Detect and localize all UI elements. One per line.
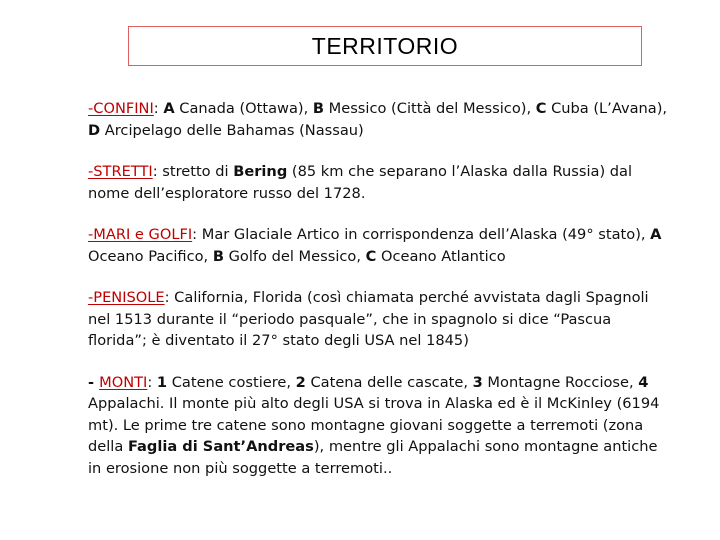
heading-stretti: -STRETTI	[88, 163, 153, 180]
title-box	[128, 26, 642, 66]
number-1: 1	[156, 373, 168, 391]
dash: -	[88, 373, 100, 391]
text: :	[153, 100, 164, 117]
content	[88, 98, 668, 499]
letter-a: A	[163, 100, 175, 117]
heading-confini: -CONFINI	[88, 100, 154, 117]
san-andreas-fault: Faglia di Sant’Andreas	[127, 438, 314, 455]
text: Catena delle cascate,	[305, 373, 473, 391]
text: Appalachi. Il monte più alto degli USA si trova in Alaska ed è il McKinley (6194 mt). Le prime tre catene sono montagne giovani soggette a terremoti (zona della	[88, 395, 660, 455]
paragraph-stretti	[88, 161, 668, 204]
bering-strait: Bering	[233, 163, 288, 180]
text: Golfo del Messico,	[223, 247, 366, 265]
text: : California, Florida (così chiamata perché avvistata dagli Spagnoli nel 1513 durante il “periodo pasquale”, che in spagnolo si dice “Pascua florida”; è diventato il 27° stato degli USA nel 1845)	[88, 289, 649, 349]
text: ), mentre gli Appalachi sono montagne antiche in erosione non più soggette a terremoti..	[88, 438, 658, 477]
heading-mari: -MARI e GOLFI	[88, 226, 193, 243]
text: Arcipelago delle Bahamas (Nassau)	[100, 121, 364, 139]
text: Messico (Città del Messico),	[324, 100, 536, 117]
text: : stretto di	[152, 163, 234, 180]
paragraph-mari	[88, 224, 668, 267]
page-title: TERRITORIO	[311, 32, 459, 59]
paragraph-confini	[88, 98, 668, 141]
text: Catene costiere,	[167, 373, 296, 391]
number-2: 2	[295, 373, 306, 391]
paragraph-monti	[88, 372, 668, 480]
text: (85 km che separano l’Alaska dalla Russia) dal nome dell’esploratore russo del 1728.	[88, 163, 633, 202]
paragraph-penisole	[88, 287, 668, 352]
letter-b: B	[312, 100, 324, 117]
letter-d: D	[88, 121, 101, 139]
text: Oceano Atlantico	[376, 247, 506, 265]
number-3: 3	[472, 373, 483, 391]
heading-penisole: -PENISOLE	[88, 289, 165, 306]
text: Cuba (L’Avana),	[546, 100, 668, 117]
number-4: 4	[638, 373, 649, 391]
text: Canada (Ottawa),	[174, 100, 313, 117]
letter-c: C	[535, 100, 547, 117]
letter-b: B	[212, 247, 224, 265]
text: Montagne Rocciose,	[482, 373, 639, 391]
heading-monti: MONTI	[99, 373, 148, 391]
letter-a: A	[650, 226, 662, 243]
letter-c: C	[365, 247, 377, 265]
text: Oceano Pacifico,	[88, 247, 213, 265]
text: :	[147, 373, 157, 391]
text: : Mar Glaciale Artico in corrispondenza dell’Alaska (49° stato),	[192, 226, 651, 243]
